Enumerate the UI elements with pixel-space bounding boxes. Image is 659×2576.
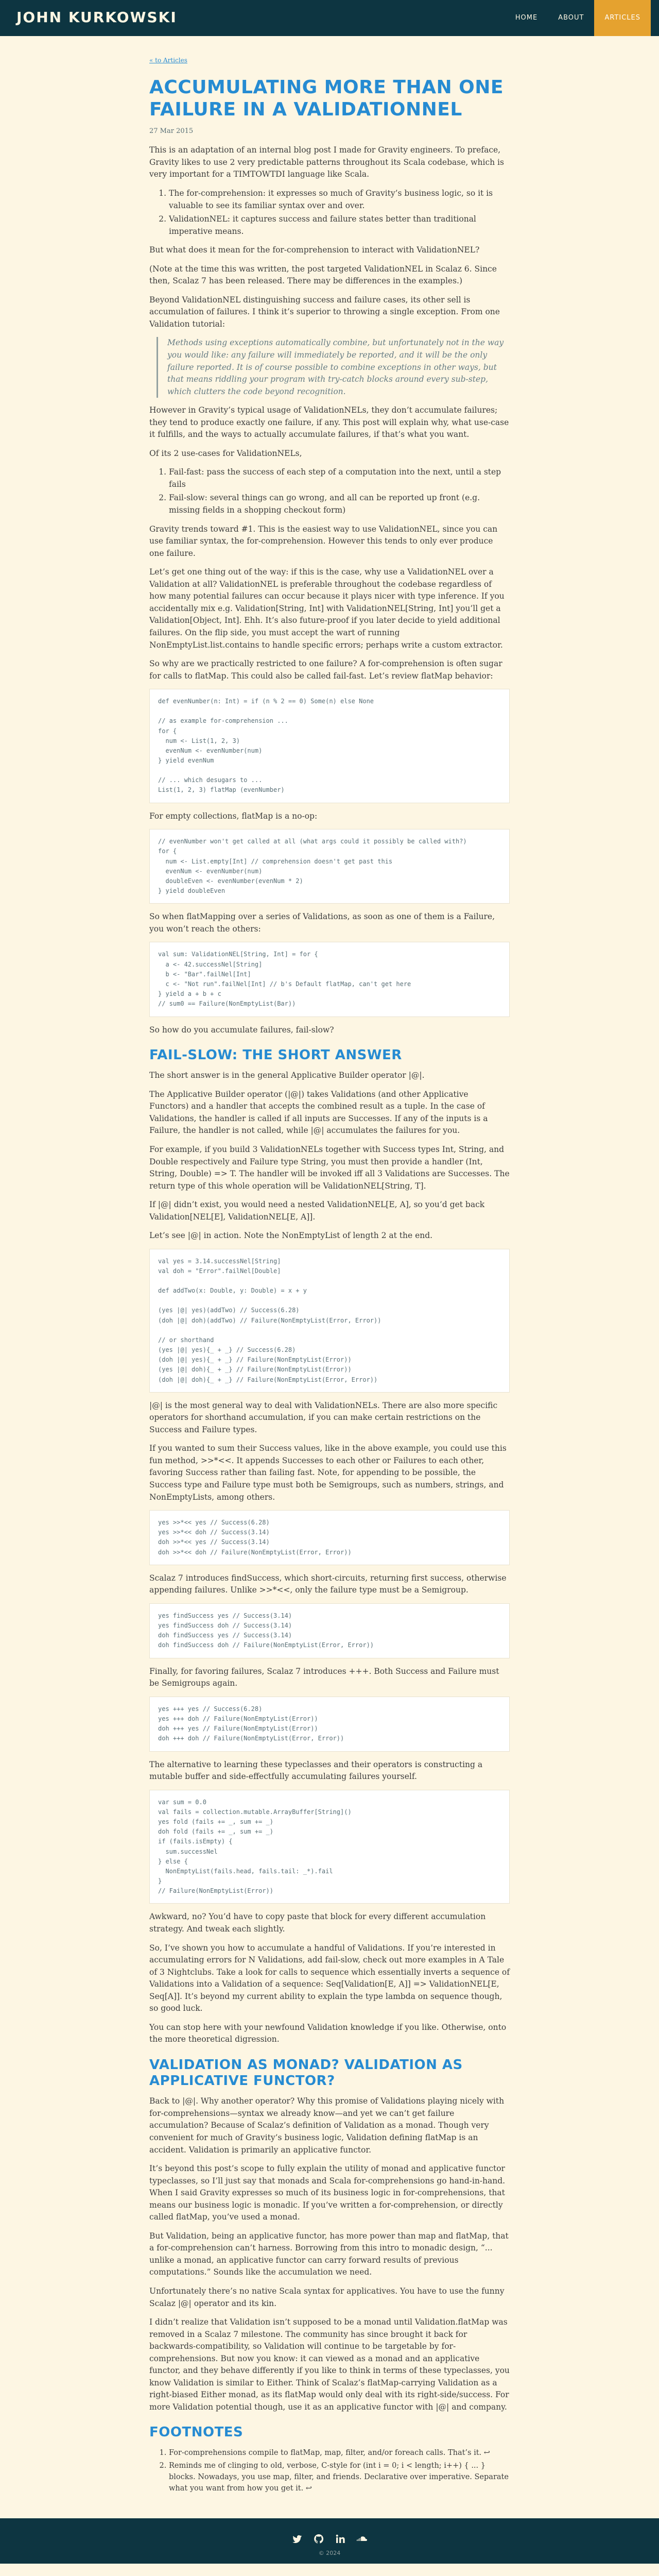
- nav-about[interactable]: ABOUT: [558, 14, 584, 22]
- github-icon[interactable]: [314, 2534, 324, 2544]
- para: Scalaz 7 introduces findSuccess, which short-circuits, returning first success, otherwise appending failures. Unlike >>*<<, only the failure type must be a Semigroup.: [149, 1573, 507, 1595]
- para-note: (Note at the time this was written, the post targeted ValidationNEL in Scalaz 6. Since then, Scalaz 7 has been released. There may be differences in the examples.): [149, 264, 497, 286]
- code-line: (yes |@| yes){_ + _} // Success(6.28): [158, 1346, 296, 1353]
- code-block: [149, 1249, 510, 1393]
- code-block: [149, 829, 510, 904]
- list-item: 1. Fail-fast: pass the success of each step of a computation into the next, until a step fails: [169, 466, 510, 490]
- code-line: def addTwo(x: Double, y: Double) = x + y: [158, 1287, 307, 1295]
- code-line: yes findSuccess yes // Success(3.14): [158, 1612, 292, 1619]
- code-line: (doh |@| yes){_ + _} // Failure(NonEmptyList(Error)): [158, 1356, 352, 1364]
- code-line: // or shorthand: [158, 1336, 214, 1344]
- code-line: [158, 1276, 501, 1286]
- social-icons: [0, 2534, 659, 2544]
- para: So, I’ve shown you how to accumulate a handful of Validations. If you’re interested in accumulating errors for N Validations, add fail-slow, check out more examples in A Tale of 3 Nightclubs. Take a look for calls to sequence which essentially inverts a sequence of Validations into a Validation of a sequence: Seq[Validation[E, A]] => ValidationNEL[E, Seq[A]]. It’s beyond my current ability to explain the type lambda on sequence though, so good luck.: [149, 1943, 510, 2013]
- code-line: List(1, 2, 3) flatMap (evenNumber): [158, 786, 285, 794]
- para: I didn’t realize that Validation isn’t supposed to be a monad until Validation.flatMap was removed in a Scalaz 7 milestone. The community has since brought it back for backwards-compatibility, so Validation will continue to be targetable by for-comprehensions. But now you know: it can viewed as a monad and an applicative functor, and they behave differently if you like to think in terms of these typeclasses, you know Validation is similar to Either. Think of Scalaz’s flatMap-carrying Validation as a right-biased Either monad, as its flatMap would only deal with its right-side/success. For more Validation potential though, use it as an applicative functor with |@| and company.: [149, 2317, 510, 2412]
- code-line: NonEmptyList(fails.head, fails.tail: _*).fail: [158, 1867, 333, 1875]
- para: You can stop here with your newfound Validation knowledge if you like. Otherwise, onto the more theoretical digression.: [149, 2022, 507, 2044]
- code-line: doh >>*<< doh // Failure(NonEmptyList(Error, Error)): [158, 1548, 352, 1556]
- para: For example, if you build 3 ValidationNELs together with Success types Int, String, and Double respectively and Failure type String, you must then provide a handler (Int, String, Double) => T. The handler will be invoked iff all 3 Validations are Successes. The return type of this whole operation will be ValidationNEL[String, T].: [149, 1145, 510, 1191]
- para: Let’s see |@| in action. Note the NonEmptyList of length 2 at the end.: [149, 1231, 433, 1241]
- code-line: val fails = collection.mutable.ArrayBuffer[String](): [158, 1808, 352, 1816]
- para: So why are we practically restricted to one failure? A for-comprehension is often sugar for calls to flatMap. This could also be called fail-fast. Let’s review flatMap behavior:: [149, 659, 502, 681]
- code-line: doh +++ doh // Failure(NonEmptyList(Error, Error)): [158, 1735, 344, 1742]
- intro-list: [169, 188, 510, 238]
- code-line: evenNum <- evenNumber(num): [158, 867, 263, 875]
- code-line: // evenNumber won't get called at all (what args could it possibly be called with?): [158, 838, 467, 845]
- para: Of its 2 use-cases for ValidationNELs,: [149, 448, 302, 458]
- back-link-wrap: [149, 56, 510, 65]
- code-line: } yield a + b + c: [158, 990, 221, 998]
- para: Awkward, no? You’d have to copy paste that block for every different accumulation strategy. And tweak each slightly.: [149, 1912, 486, 1934]
- code-line: [158, 706, 501, 716]
- para: Beyond ValidationNEL distinguishing success and failure cases, its other sell is accumulation of failures. I think it’s superior to throwing a single exception. From one Validation tutorial:: [149, 295, 500, 329]
- code-line: yes >>*<< yes // Success(6.28): [158, 1519, 270, 1527]
- list-item: 2. ValidationNEL: it captures success and failure states better than traditional imperative means.: [169, 213, 510, 238]
- use-case-list: [169, 466, 510, 516]
- para: So when flatMapping over a series of Validations, as soon as one of them is a Failure, you won’t reach the others:: [149, 912, 495, 934]
- section-heading-fail-slow: FAIL-SLOW: THE SHORT ANSWER: [149, 1047, 402, 1063]
- code-line: // sum0 == Failure(NonEmptyList(Bar)): [158, 1000, 296, 1008]
- article: [149, 36, 510, 2518]
- para: Back to |@|. Why another operator? Why this promise of Validations playing nicely with for-comprehensions—syntax we already know—and yet we can’t get failure accumulation? Because of Scalaz’s definition of Validation as a monad. Though very convenient for much of Gravity’s business logic, Validation defining flatMap is an accident. Validation is primarily an applicative functor.: [149, 2096, 505, 2155]
- code-block: [149, 1603, 510, 1658]
- twitter-icon[interactable]: [292, 2534, 302, 2544]
- code-block: [149, 1790, 510, 1904]
- para: The Applicative Builder operator (|@|) takes Validations (and other Applicative Functors) and a handler that accepts the combined result as a tuple. In the case of Validations, the handler is called if all inputs are Successes. If any of the inputs is a Failure, the handler is not called, while |@| accumulates the failures for you.: [149, 1089, 488, 1136]
- code-line: } else {: [158, 1857, 188, 1865]
- para-intro: This is an adaptation of an internal blog post I made for Gravity engineers. To preface, Gravity likes to use 2 very predictable patterns throughout its Scala codebase, which is very important for a TIMTOWTDI language like Scala.: [149, 145, 504, 179]
- code-line: // Failure(NonEmptyList(Error)): [158, 1887, 273, 1895]
- footnote-item: 1. For-comprehensions compile to flatMap, map, filter, and/or foreach calls. That’s it. ↩: [169, 2447, 510, 2459]
- code-line: for {: [158, 848, 177, 855]
- tutorial-quote: Methods using exceptions automatically combine, but unfortunately not in the way you would like: any failure will immediately be reported, and it will be the only failure reported. It is of course possible to combine exceptions in other ways, but that means riddling your program with try-catch blocks around every sub-step, which clutters the code beyond recognition.: [157, 337, 510, 398]
- code-line: [158, 1326, 501, 1335]
- para: For empty collections, flatMap is a no-op:: [149, 811, 318, 821]
- code-line: val yes = 3.14.successNel[String]: [158, 1257, 281, 1265]
- section-heading-monad: VALIDATION AS MONAD? VALIDATION AS APPLICATIVE FUNCTOR?: [149, 2057, 463, 2089]
- code-line: def evenNumber(n: Int) = if (n % 2 == 0) Some(n) else None: [158, 698, 374, 705]
- article-date: 27 Mar 2015: [149, 127, 194, 135]
- linkedin-icon[interactable]: [335, 2534, 345, 2544]
- code-line: (doh |@| doh){_ + _} // Failure(NonEmptyList(Error, Error)): [158, 1376, 378, 1383]
- code-line: // as example for-comprehension ...: [158, 717, 288, 725]
- nav-home[interactable]: HOME: [515, 14, 538, 22]
- code-line: doubleEven <- evenNumber(evenNum * 2): [158, 877, 303, 885]
- code-line: if (fails.isEmpty) {: [158, 1838, 233, 1845]
- code-line: doh +++ yes // Failure(NonEmptyList(Error)): [158, 1725, 318, 1733]
- para: Finally, for favoring failures, Scalaz 7 introduces +++. Both Success and Failure must be Semigroups again.: [149, 1666, 499, 1688]
- code-line: // ... which desugars to ...: [158, 776, 263, 784]
- code-line: b <- "Bar".failNel[Int]: [158, 970, 251, 978]
- code-line: }: [158, 1877, 162, 1885]
- footnote-item: 2. Reminds me of clinging to old, verbose, C-style for (int i = 0; i < length; i++) { ... } blocks. Nowadays, you use map, filter, and friends. Declarative over imperative. Separate what you want from how you get it. ↩: [169, 2460, 510, 2494]
- site-header: [0, 0, 659, 36]
- para: Unfortunately there’s no native Scala syntax for applicatives. You have to use the funny Scalaz |@| operator and its kin.: [149, 2286, 505, 2308]
- code-line: [158, 1296, 501, 1306]
- code-line: num <- List(1, 2, 3): [158, 737, 240, 744]
- code-line: yes +++ doh // Failure(NonEmptyList(Error)): [158, 1715, 318, 1722]
- article-title: ACCUMULATING MORE THAN ONE FAILURE IN A VALIDATIONNEL: [149, 77, 504, 121]
- code-line: doh >>*<< yes // Success(3.14): [158, 1538, 270, 1546]
- list-item: 2. Fail-slow: several things can go wrong, and all can be reported up front (e.g. missing fields in a shopping checkout form): [169, 492, 510, 516]
- site-footer: [0, 2518, 659, 2564]
- para: Let’s get one thing out of the way: if this is the case, why use a ValidationNEL over a Validation at all? ValidationNEL is preferable throughout the codebase regardless of how many potential failures can occur because it plays nicer with type inference. If you accidentally mix e.g. Validation[String, Int] with ValidationNEL[String, Int] you’ll get a Validation[Object, Int]. Ehh. It’s also future-proof if you later decide to yield additional failures. On the flip side, you must accept the wart of running NonEmptyList.list.contains to handle specific errors; perhaps write a custom extractor.: [149, 567, 505, 650]
- code-line: (doh |@| doh)(addTwo) // Failure(NonEmptyList(Error, Error)): [158, 1316, 381, 1324]
- code-line: [158, 766, 501, 775]
- code-line: } yield doubleEven: [158, 887, 226, 895]
- code-line: doh findSuccess doh // Failure(NonEmptyList(Error, Error)): [158, 1641, 374, 1649]
- site-brand[interactable]: JOHN KURKOWSKI: [16, 9, 177, 26]
- code-line: val sum: ValidationNEL[String, Int] = for {: [158, 951, 318, 958]
- para: |@| is the most general way to deal with ValidationNELs. There are also more specific operators for shorthand accumulation, if you can make certain restrictions on the Success and Failure types.: [149, 1400, 498, 1434]
- code-line: num <- List.empty[Int] // comprehension doesn't get past this: [158, 857, 393, 865]
- code-block: [149, 689, 510, 803]
- section-heading-footnotes: FOOTNOTES: [149, 2425, 244, 2441]
- code-line: c <- "Not run".failNel[Int] // b's Default flatMap, can't get here: [158, 980, 411, 988]
- code-line: val doh = "Error".failNel[Double]: [158, 1267, 281, 1275]
- code-line: doh fold (fails += _, sum += _): [158, 1828, 273, 1836]
- nav-articles[interactable]: ARTICLES: [594, 0, 651, 36]
- copyright: © 2024: [318, 2549, 341, 2556]
- code-line: doh findSuccess yes // Success(3.14): [158, 1632, 292, 1639]
- para: However in Gravity’s typical usage of ValidationNELs, they don’t accumulate failures; they tend to produce exactly one failure, if any. This post will explain why, what use-case it fulfills, and the ways to actually accumulate failures, if that’s what you want.: [149, 405, 509, 439]
- code-line: yes fold (fails += _, sum += _): [158, 1818, 273, 1825]
- para: But Validation, being an applicative functor, has more power than map and flatMap, that a for-comprehension can’t harness. Borrowing from this intro to monadic design, “... unlike a monad, an applicative functor can carry forward results of previous computations.” Sounds like the accumulation we need.: [149, 2231, 509, 2277]
- code-line: for {: [158, 727, 177, 735]
- code-line: (yes |@| doh){_ + _} // Failure(NonEmptyList(Error)): [158, 1366, 352, 1374]
- para: So how do you accumulate failures, fail-slow?: [149, 1025, 334, 1035]
- para: If |@| didn’t exist, you would need a nested ValidationNEL[E, A], so you’d get back Validation[NEL[E], ValidationNEL[E, A]].: [149, 1200, 485, 1222]
- para: Gravity trends toward #1. This is the easiest way to use ValidationNEL, since you can use familiar syntax, the for-comprehension. However this tends to only ever produce one failure.: [149, 524, 498, 558]
- footnote-list: [169, 2447, 510, 2494]
- list-item: 1. The for-comprehension: it expresses so much of Gravity’s business logic, so it is valuable to see its familiar syntax over and over.: [169, 188, 510, 212]
- code-block: [149, 1697, 510, 1752]
- code-line: yes findSuccess doh // Success(3.14): [158, 1622, 292, 1630]
- code-block: [149, 1510, 510, 1565]
- para: If you wanted to sum their Success values, like in the above example, you could use this fun method, >>*<<. It appends Successes to each other or Failures to each other, favoring Success rather than failing fast. Note, for appending to be possible, the Success type and Failure type must both be Semigroups, such as numbers, strings, and NonEmptyLists, among others.: [149, 1444, 507, 1502]
- soundcloud-icon[interactable]: [357, 2534, 367, 2544]
- main-nav: [505, 0, 651, 36]
- para: But what does it mean for the for-comprehension to interact with ValidationNEL?: [149, 245, 480, 255]
- code-line: evenNum <- evenNumber(num): [158, 747, 263, 754]
- code-line: a <- 42.successNel[String]: [158, 960, 263, 968]
- back-to-articles-link[interactable]: « to Articles: [149, 57, 187, 64]
- code-line: yes +++ yes // Success(6.28): [158, 1705, 263, 1713]
- code-line: sum.successNel: [158, 1848, 218, 1855]
- para: The alternative to learning these typeclasses and their operators is constructing a mutable buffer and side-effectfully accumulating failures yourself.: [149, 1759, 483, 1782]
- code-line: (yes |@| yes)(addTwo) // Success(6.28): [158, 1307, 300, 1314]
- code-line: yes >>*<< doh // Success(3.14): [158, 1529, 270, 1536]
- code-block: [149, 942, 510, 1016]
- code-line: var sum = 0.0: [158, 1798, 206, 1806]
- para: It’s beyond this post’s scope to fully explain the utility of monad and applicative functor typeclasses, so I’ll just say that monads and Scala for-comprehensions go hand-in-hand. When I said Gravity expresses so much of its business logic in for-comprehensions, that means our business logic is monadic. If you’ve written a for-comprehension, or directly called flatMap, you’ve used a monad.: [149, 2164, 506, 2222]
- para: The short answer is in the general Applicative Builder operator |@|.: [149, 1071, 425, 1080]
- code-line: } yield evenNum: [158, 757, 214, 765]
